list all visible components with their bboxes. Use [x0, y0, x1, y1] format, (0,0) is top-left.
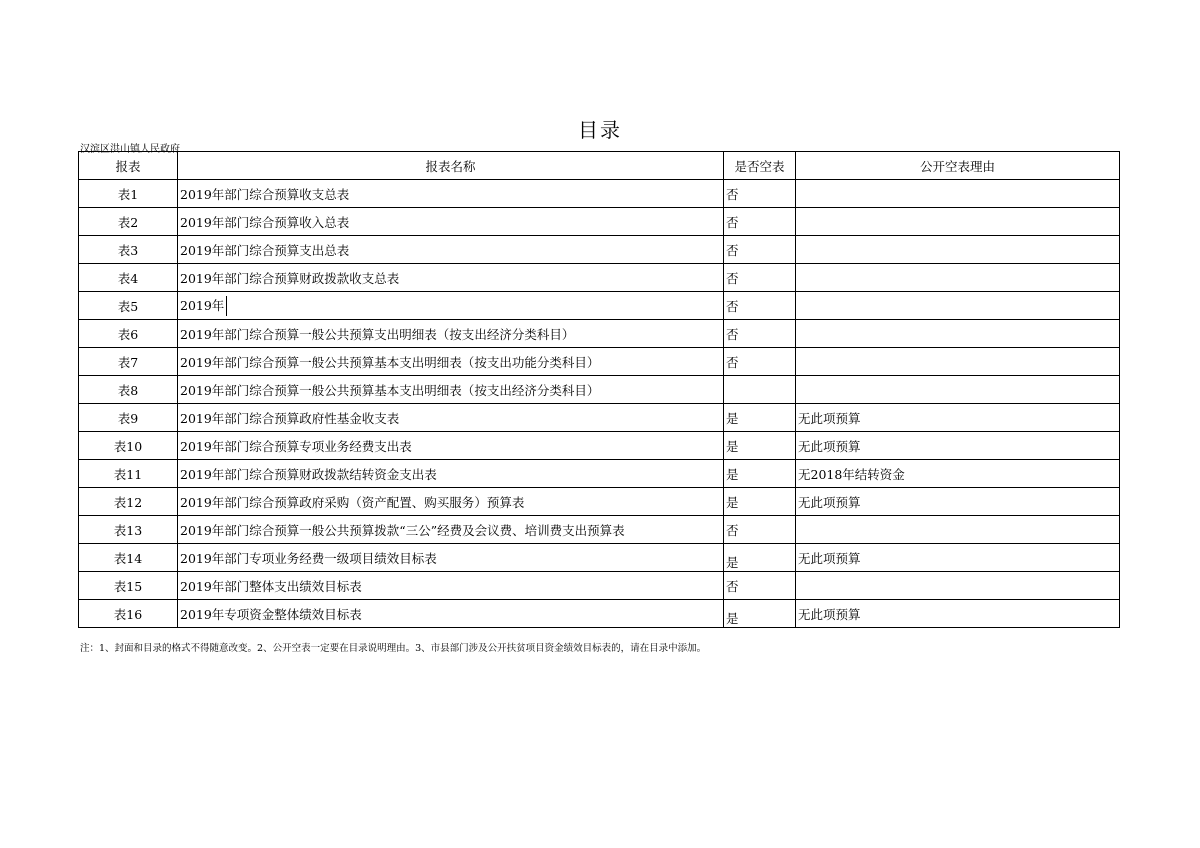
cell-reason — [796, 348, 1120, 376]
cell-no: 表1 — [79, 180, 178, 208]
cell-name: 2019年部门综合预算财政拨款结转资金支出表 — [178, 460, 724, 488]
cell-no: 表2 — [79, 208, 178, 236]
cell-empty: 是 — [724, 432, 796, 460]
page-title: 目录 — [578, 118, 622, 142]
cell-reason — [796, 572, 1120, 600]
footnote: 注：1、封面和目录的格式不得随意改变。2、公开空表一定要在目录说明理由。3、市县部门涉及公开扶贫项目资金绩效目标表的，请在目录中添加。 — [80, 643, 707, 654]
cell-no: 表10 — [79, 432, 178, 460]
cell-name: 2019年部门整体支出绩效目标表 — [178, 572, 724, 600]
catalog-table — [78, 151, 1120, 628]
cell-no: 表5 — [79, 292, 178, 320]
cell-name: 2019年部门综合预算一般公共预算基本支出明细表（按支出经济分类科目） — [178, 376, 724, 404]
truncated-name: 2019年 — [180, 296, 227, 316]
cell-name: 2019年部门综合预算政府性基金收支表 — [178, 404, 724, 432]
cell-reason: 无此项预算 — [796, 432, 1120, 460]
header-row — [79, 152, 1120, 180]
cell-empty: 是 — [724, 544, 796, 572]
cell-name-truncated — [178, 292, 724, 320]
cell-empty: 否 — [724, 292, 796, 320]
cell-no: 表16 — [79, 600, 178, 628]
header-no: 报表 — [79, 152, 178, 180]
cell-reason — [796, 292, 1120, 320]
table-row — [79, 516, 1120, 544]
header-name: 报表名称 — [178, 152, 724, 180]
cell-no: 表14 — [79, 544, 178, 572]
table-row — [79, 600, 1120, 628]
table-row — [79, 432, 1120, 460]
cell-empty — [724, 376, 796, 404]
table-row — [79, 460, 1120, 488]
cell-reason — [796, 320, 1120, 348]
table-row — [79, 208, 1120, 236]
table-row — [79, 264, 1120, 292]
cell-empty: 否 — [724, 348, 796, 376]
cell-no: 表12 — [79, 488, 178, 516]
cell-reason: 无此项预算 — [796, 600, 1120, 628]
cell-no: 表13 — [79, 516, 178, 544]
table-row — [79, 180, 1120, 208]
table-row — [79, 320, 1120, 348]
cell-reason — [796, 516, 1120, 544]
cell-no: 表8 — [79, 376, 178, 404]
cell-reason — [796, 376, 1120, 404]
header-empty: 是否空表 — [724, 152, 796, 180]
table-row — [79, 544, 1120, 572]
cell-name: 2019年部门综合预算一般公共预算拨款“三公”经费及会议费、培训费支出预算表 — [178, 516, 724, 544]
cell-empty: 否 — [724, 208, 796, 236]
cell-name: 2019年专项资金整体绩效目标表 — [178, 600, 724, 628]
table-row — [79, 376, 1120, 404]
cell-name: 2019年部门综合预算收入总表 — [178, 208, 724, 236]
cell-name: 2019年部门综合预算专项业务经费支出表 — [178, 432, 724, 460]
cell-no: 表6 — [79, 320, 178, 348]
cell-empty: 否 — [724, 516, 796, 544]
cell-empty: 否 — [724, 320, 796, 348]
table-row — [79, 292, 1120, 320]
cell-name: 2019年部门综合预算一般公共预算基本支出明细表（按支出功能分类科目） — [178, 348, 724, 376]
cell-no: 表9 — [79, 404, 178, 432]
cell-reason — [796, 264, 1120, 292]
cell-name: 2019年部门综合预算一般公共预算支出明细表（按支出经济分类科目） — [178, 320, 724, 348]
cell-reason — [796, 180, 1120, 208]
cell-no: 表15 — [79, 572, 178, 600]
cell-empty: 是 — [724, 404, 796, 432]
cell-empty: 是 — [724, 488, 796, 516]
cell-empty: 是 — [724, 460, 796, 488]
cell-reason — [796, 236, 1120, 264]
cell-no: 表4 — [79, 264, 178, 292]
header-reason: 公开空表理由 — [796, 152, 1120, 180]
cell-empty: 否 — [724, 236, 796, 264]
cell-empty: 是 — [724, 600, 796, 628]
table-row — [79, 348, 1120, 376]
table-row — [79, 488, 1120, 516]
cell-name: 2019年部门综合预算政府采购（资产配置、购买服务）预算表 — [178, 488, 724, 516]
table-row — [79, 404, 1120, 432]
cell-name: 2019年部门专项业务经费一级项目绩效目标表 — [178, 544, 724, 572]
cell-reason: 无此项预算 — [796, 404, 1120, 432]
cell-reason: 无此项预算 — [796, 488, 1120, 516]
cell-reason: 无此项预算 — [796, 544, 1120, 572]
cell-name: 2019年部门综合预算收支总表 — [178, 180, 724, 208]
cell-empty: 否 — [724, 264, 796, 292]
cell-reason: 无2018年结转资金 — [796, 460, 1120, 488]
organization-name: 汉滨区洪山镇人民政府 — [80, 144, 180, 155]
cell-no: 表11 — [79, 460, 178, 488]
cell-no: 表7 — [79, 348, 178, 376]
cell-empty: 否 — [724, 572, 796, 600]
table-row — [79, 236, 1120, 264]
cell-name: 2019年部门综合预算财政拨款收支总表 — [178, 264, 724, 292]
cell-empty: 否 — [724, 180, 796, 208]
table-row — [79, 572, 1120, 600]
cell-name: 2019年部门综合预算支出总表 — [178, 236, 724, 264]
cell-reason — [796, 208, 1120, 236]
cell-no: 表3 — [79, 236, 178, 264]
